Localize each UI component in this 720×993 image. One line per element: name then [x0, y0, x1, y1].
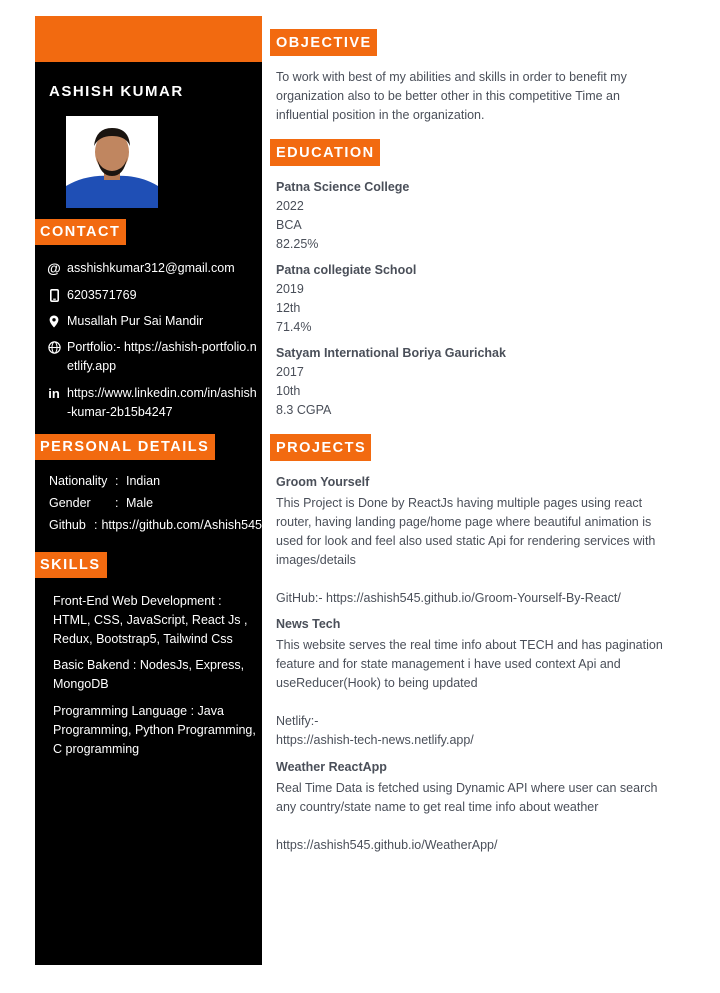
personal-value: Male	[126, 496, 154, 510]
address-text: Musallah Pur Sai Mandir	[67, 314, 204, 328]
globe-icon	[47, 338, 61, 357]
personal-row-github[interactable]: Github : https://github.com/Ashish545	[49, 518, 262, 532]
contact-email[interactable]	[47, 259, 257, 278]
project-title: Groom Yourself	[276, 475, 370, 489]
education-heading: EDUCATION	[270, 139, 380, 166]
personal-key: Github	[49, 518, 86, 532]
personal-details-heading: PERSONAL DETAILS	[35, 434, 215, 460]
contact-address	[47, 312, 257, 331]
mobile-phone-icon	[47, 286, 61, 305]
sidebar-top-accent	[35, 16, 262, 62]
candidate-name: ASHISH KUMAR	[49, 83, 184, 100]
education-degree: BCA	[276, 218, 302, 232]
project-description: Real Time Data is fetched using Dynamic API where user can search any country/state name to get real time info about weather	[276, 781, 658, 814]
education-degree: 10th	[276, 384, 301, 398]
education-degree: 12th	[276, 301, 301, 315]
education-score: 8.3 CGPA	[276, 403, 332, 417]
objective-heading: OBJECTIVE	[270, 29, 377, 56]
education-year: 2022	[276, 199, 304, 213]
profile-photo	[66, 116, 158, 208]
skill-item: Programming Language : Java Programming, Python Programming, C programming	[53, 704, 256, 756]
projects-heading: PROJECTS	[270, 434, 371, 461]
portfolio-link[interactable]: Portfolio:- https://ashish-portfolio.netlify.app	[67, 340, 257, 373]
phone-text: 6203571769	[67, 288, 137, 302]
project-description: This Project is Done by ReactJs having multiple pages using react router, having landing page/home page where beautiful animation is used for look and feel also used static Api for rendering services with images/details	[276, 496, 656, 567]
email-text: asshishkumar312@gmail.com	[67, 261, 235, 275]
contact-phone[interactable]	[47, 286, 257, 305]
education-year: 2019	[276, 282, 304, 296]
github-link: https://github.com/Ashish545	[101, 518, 262, 532]
personal-row-gender: Gender : Male	[49, 496, 154, 510]
project-link[interactable]: GitHub:- https://ashish545.github.io/Groom-Yourself-By-React/	[276, 591, 621, 605]
contact-portfolio[interactable]	[47, 338, 257, 376]
personal-value: Indian	[126, 474, 161, 488]
project-link[interactable]: https://ashish-tech-news.netlify.app/	[276, 733, 474, 747]
person-portrait-icon	[66, 116, 158, 208]
sidebar	[35, 16, 262, 965]
skill-item: Basic Bakend : NodesJs, Express, MongoDB	[53, 658, 245, 691]
education-school: Satyam International Boriya Gaurichak	[276, 346, 506, 360]
education-score: 71.4%	[276, 320, 312, 334]
education-score: 82.25%	[276, 237, 319, 251]
personal-row-nationality: Nationality : Indian	[49, 474, 161, 488]
project-link-label: Netlify:-	[276, 714, 319, 728]
map-pin-icon	[47, 312, 61, 331]
education-school: Patna collegiate School	[276, 263, 417, 277]
linkedin-link[interactable]: https://www.linkedin.com/in/ashish-kumar-2b15b4247	[67, 386, 257, 419]
personal-key: Gender	[49, 496, 91, 510]
project-description: This website serves the real time info about TECH and has pagination feature and for state management i have used context Api and useReducer(Hook) to being updated	[276, 638, 663, 690]
at-sign-icon: @	[47, 260, 61, 276]
contact-linkedin[interactable]	[47, 384, 257, 422]
objective-text: To work with best of my abilities and skills in order to benefit my organization also to be better other in this competitive Time an influential position in the organization.	[276, 70, 627, 122]
skills-heading: SKILLS	[35, 552, 107, 578]
project-link[interactable]: https://ashish545.github.io/WeatherApp/	[276, 838, 498, 852]
education-year: 2017	[276, 365, 304, 379]
contact-heading: CONTACT	[35, 219, 126, 245]
skill-item: Front-End Web Development : HTML, CSS, JavaScript, React Js , Redux, Bootstrap5, Tailwind Css	[53, 594, 248, 646]
project-title: Weather ReactApp	[276, 760, 387, 774]
personal-key: Nationality	[49, 474, 108, 488]
education-school: Patna Science College	[276, 180, 410, 194]
project-title: News Tech	[276, 617, 341, 631]
linkedin-icon: in	[48, 386, 60, 401]
